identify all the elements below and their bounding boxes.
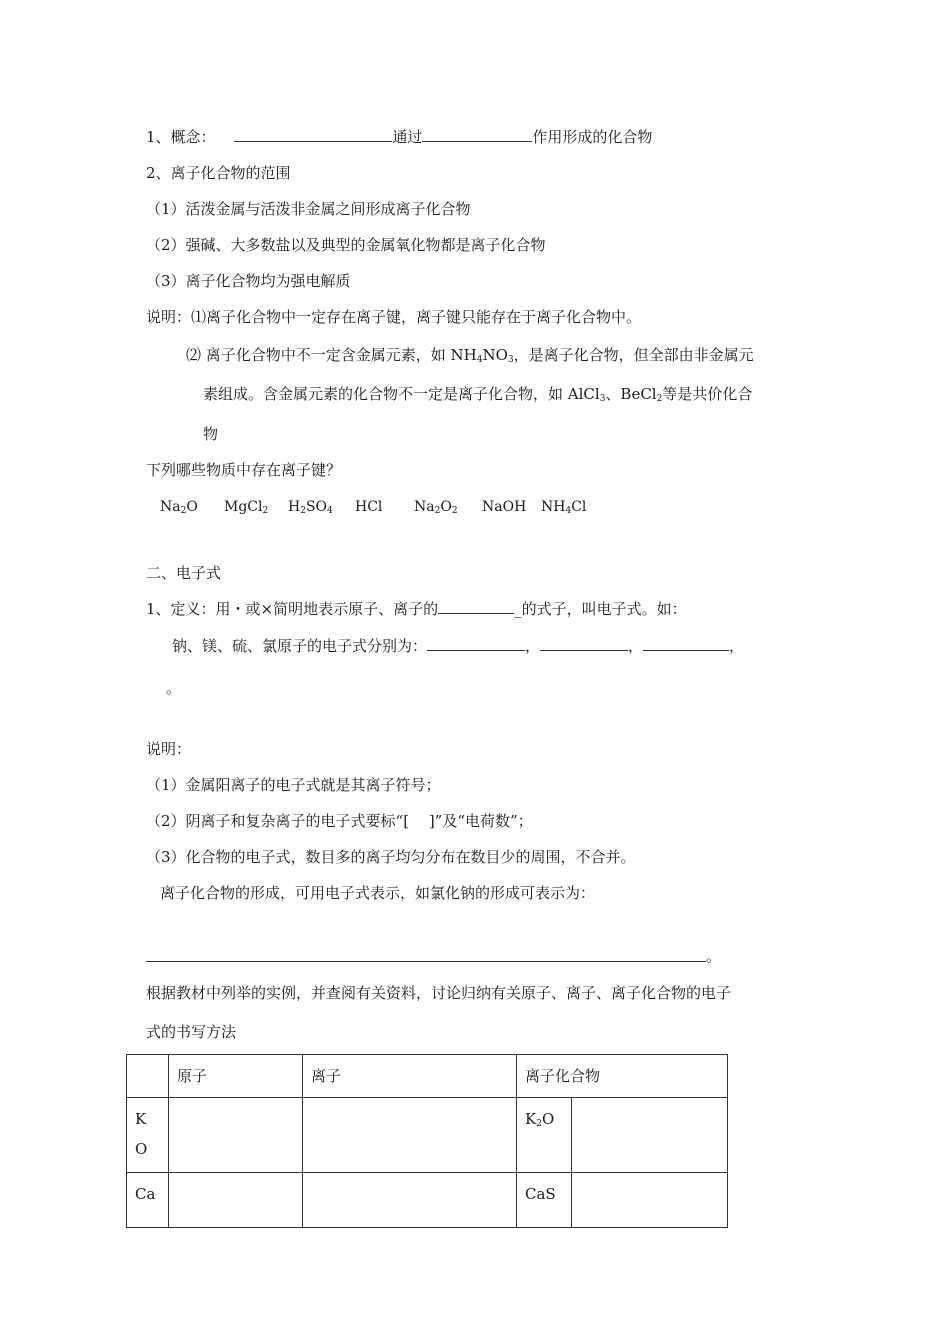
definition-line	[146, 599, 687, 619]
concept-mid: 通过	[392, 128, 423, 146]
row-label-k: K	[135, 1110, 147, 1128]
note-2-line2-sub-1: 3	[599, 394, 606, 404]
cell-compound-k2o[interactable]	[572, 1098, 728, 1173]
section-2-title: 二、电子式	[146, 564, 222, 582]
substance-hcl: HCl	[355, 499, 383, 515]
note-2-line-2	[203, 384, 752, 409]
substance-na2o: $Na_2O$	[160, 499, 198, 516]
note-2-sub-2: 3	[507, 355, 514, 365]
atoms-line	[172, 636, 744, 656]
cell-ion-ko[interactable]	[303, 1098, 517, 1173]
note-title: 说明：	[146, 740, 192, 758]
substance-mgcl2: MgCl$_2$	[224, 499, 269, 516]
summary-line-2: 式的书写方法	[146, 1023, 237, 1041]
note-item-2: （2）阴离子和复杂离子的电子式要标“[ ]”及“电荷数”；	[146, 812, 533, 830]
table-row	[127, 1173, 728, 1228]
scope-item-2: （2）强碱、大多数盐以及典型的金属氧化物都是离子化合物	[146, 236, 546, 254]
atoms-blank-3[interactable]	[643, 636, 729, 651]
row-label-ca: Ca	[127, 1173, 169, 1228]
note-2-line2-text-c: 等是共价化合	[662, 385, 753, 403]
note-1: 说明：⑴离子化合物中一定存在离子键，离子键只能存在于离子化合物中。	[146, 308, 642, 326]
note-2-sub-1: 4	[476, 355, 483, 365]
concept-label: 1、概念：	[146, 128, 216, 146]
atoms-comma-2: ，	[628, 637, 644, 655]
note-2-text-c: ，是离子化合物，但全部由非金属元	[513, 346, 754, 364]
table-row	[127, 1098, 728, 1173]
substance-nh4cl: $NH_4Cl$	[541, 499, 587, 516]
header-cell-compound: 离子化合物	[517, 1055, 728, 1098]
atoms-blank-1[interactable]	[427, 636, 525, 651]
substance-na2o2: $Na_2O_2$	[414, 499, 458, 516]
scope-title: 2、离子化合物的范围	[146, 164, 291, 182]
note-2-line-3: 物	[203, 425, 219, 443]
atoms-comma-3: ，	[729, 637, 745, 655]
cell-ion-ca[interactable]	[303, 1173, 517, 1228]
question: 下列哪些物质中存在离子键？	[146, 461, 342, 479]
cell-atom-ca[interactable]	[169, 1173, 303, 1228]
note-2-line2-text-b: 、BeCl	[605, 385, 657, 403]
note-item-3: （3）化合物的电子式，数目多的离子均匀分布在数目少的周围，不合并。	[146, 848, 636, 866]
note-item-1: （1）金属阳离子的电子式就是其离子符号；	[146, 776, 441, 794]
formation-text: 离子化合物的形成，可用电子式表示，如氯化钠的形成可表示为：	[160, 884, 596, 902]
formation-answer-line[interactable]	[146, 961, 706, 962]
cell-compound-cas[interactable]	[572, 1173, 728, 1228]
cell-compound-label-k2o: $K_2O$	[517, 1098, 572, 1173]
atoms-period: 。	[166, 679, 182, 697]
definition-text-b: _的式子，叫电子式。如：	[514, 600, 687, 618]
note-2-line2-sub-2: 2	[656, 394, 663, 404]
definition-text-a: 1、定义：用・或×简明地表示原子、离子的	[146, 600, 439, 618]
concept-line	[146, 127, 652, 147]
scope-item-3: （3）离子化合物均为强电解质	[146, 272, 351, 290]
atoms-comma-1: ，	[525, 637, 541, 655]
header-cell-empty	[127, 1055, 169, 1098]
note-2-text-a: ⑵ 离子化合物中不一定含金属元素，如 NH	[186, 346, 477, 364]
table-header-row	[127, 1055, 728, 1098]
note-2-line2-text-a: 素组成。含金属元素的化合物不一定是离子化合物，如 AlCl	[203, 385, 600, 403]
definition-blank[interactable]	[438, 599, 514, 614]
concept-blank-1[interactable]	[234, 127, 392, 142]
note-2-text-b: NO	[482, 346, 508, 364]
atoms-blank-2[interactable]	[540, 636, 628, 651]
header-cell-atom: 原子	[169, 1055, 303, 1098]
scope-item-1: （1）活泼金属与活泼非金属之间形成离子化合物	[146, 200, 471, 218]
atoms-text: 钠、镁、硫、氯原子的电子式分别为：	[172, 637, 428, 655]
cell-atom-ko[interactable]	[169, 1098, 303, 1173]
substance-h2so4: $H_2SO_4$	[288, 499, 333, 516]
electron-formula-table	[126, 1054, 728, 1228]
row-label-o: O	[135, 1140, 148, 1158]
cell-compound-label-cas: CaS	[517, 1173, 572, 1228]
row-label-ko	[127, 1098, 169, 1173]
substance-naoh: NaOH	[482, 499, 527, 515]
concept-blank-2[interactable]	[422, 127, 532, 142]
header-cell-ion: 离子	[303, 1055, 517, 1098]
concept-end: 作用形成的化合物	[532, 128, 653, 146]
formation-end: 。	[706, 947, 722, 965]
note-2-line-1	[186, 345, 754, 370]
summary-line-1: 根据教材中列举的实例，并查阅有关资料，讨论归纳有关原子、离子、离子化合物的电子	[146, 984, 732, 1002]
